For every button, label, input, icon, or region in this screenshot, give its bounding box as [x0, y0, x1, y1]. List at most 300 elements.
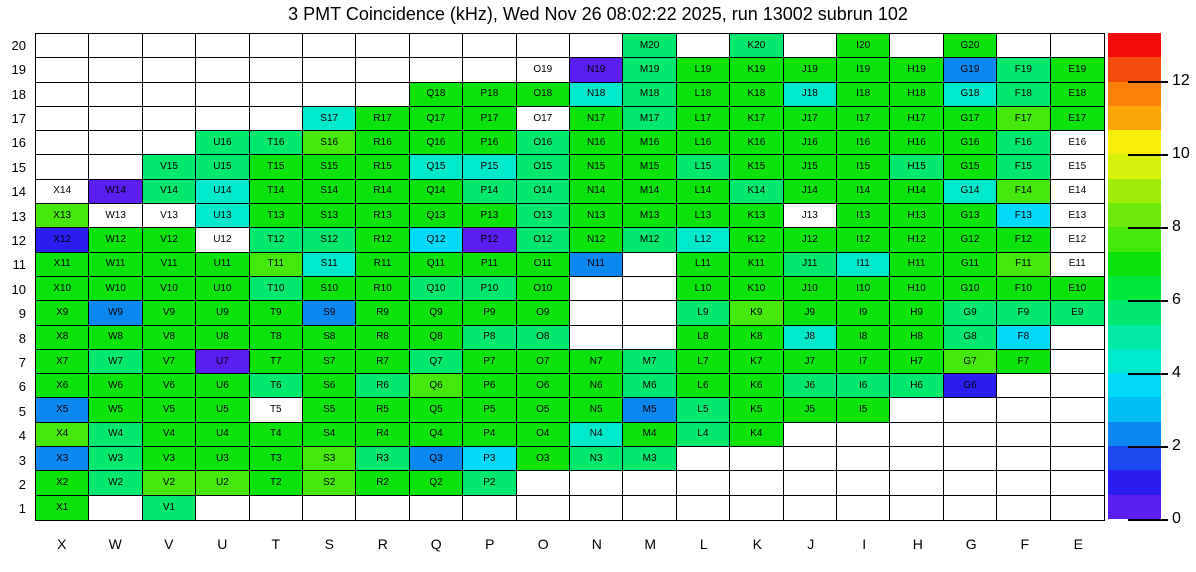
- colorbar-band: [1108, 470, 1161, 494]
- x-axis-tick-label: K: [752, 536, 762, 552]
- empty-cell: [944, 423, 997, 447]
- x-axis-tick-label: M: [644, 536, 657, 552]
- empty-cell: [463, 58, 516, 82]
- empty-cell: [997, 471, 1050, 495]
- heatmap-cell: V5: [143, 398, 196, 422]
- heatmap-cell: F18: [997, 83, 1050, 107]
- heatmap-cell: V13: [143, 204, 196, 228]
- colorbar-band: [1108, 446, 1161, 470]
- heatmap-cell: H16: [890, 131, 943, 155]
- heatmap-cell: E14: [1051, 180, 1104, 204]
- heatmap-cell: Q18: [410, 83, 463, 107]
- colorbar-band: [1108, 130, 1161, 154]
- empty-cell: [677, 34, 730, 58]
- heatmap-cell: I14: [837, 180, 890, 204]
- empty-cell: [944, 398, 997, 422]
- heatmap-cell: K18: [730, 83, 783, 107]
- empty-cell: [1051, 398, 1104, 422]
- heatmap-cell: K10: [730, 277, 783, 301]
- heatmap-cell: H15: [890, 155, 943, 179]
- y-axis-tick-label: 9: [18, 306, 26, 322]
- heatmap-cell: H10: [890, 277, 943, 301]
- heatmap-cell: U7: [196, 350, 249, 374]
- empty-cell: [784, 496, 837, 520]
- heatmap-cell: R2: [356, 471, 409, 495]
- colorbar-band: [1108, 495, 1161, 519]
- heatmap-cell: I9: [837, 301, 890, 325]
- heatmap-cell: K13: [730, 204, 783, 228]
- heatmap-cell: T4: [250, 423, 303, 447]
- heatmap-cell: R7: [356, 350, 409, 374]
- heatmap-cell: G17: [944, 107, 997, 131]
- heatmap-cell: F16: [997, 131, 1050, 155]
- heatmap-cell: F12: [997, 228, 1050, 252]
- heatmap-cell: M6: [623, 374, 676, 398]
- heatmap-cell: V3: [143, 447, 196, 471]
- heatmap-cell: N3: [570, 447, 623, 471]
- heatmap-cell: N18: [570, 83, 623, 107]
- heatmap-cell: F11: [997, 253, 1050, 277]
- empty-cell: [517, 471, 570, 495]
- heatmap-cell: F7: [997, 350, 1050, 374]
- y-axis-tick-label: 17: [11, 110, 26, 126]
- heatmap-cell: W7: [89, 350, 142, 374]
- heatmap-cell: U13: [196, 204, 249, 228]
- heatmap-cell: R14: [356, 180, 409, 204]
- heatmap-cell: P11: [463, 253, 516, 277]
- heatmap-cell: I17: [837, 107, 890, 131]
- y-axis-tick-label: 18: [11, 86, 26, 102]
- heatmap-cell: N17: [570, 107, 623, 131]
- empty-cell: [196, 58, 249, 82]
- heatmap-cell: T6: [250, 374, 303, 398]
- heatmap-cell: W11: [89, 253, 142, 277]
- colorbar-band: [1108, 179, 1161, 203]
- heatmap-cell: N19: [570, 58, 623, 82]
- heatmap-cell: P3: [463, 447, 516, 471]
- heatmap-cell: E13: [1051, 204, 1104, 228]
- empty-cell: [623, 253, 676, 277]
- empty-cell: [463, 496, 516, 520]
- heatmap-cell: U14: [196, 180, 249, 204]
- heatmap-cell: W10: [89, 277, 142, 301]
- heatmap-cell: N6: [570, 374, 623, 398]
- heatmap-cell: H14: [890, 180, 943, 204]
- heatmap-cell: U12: [196, 228, 249, 252]
- colorbar-tick-line: [1128, 519, 1168, 521]
- heatmap-cell: F8: [997, 326, 1050, 350]
- heatmap-cell: J10: [784, 277, 837, 301]
- heatmap-cell: R16: [356, 131, 409, 155]
- heatmap-cell: I19: [837, 58, 890, 82]
- heatmap-cell: E11: [1051, 253, 1104, 277]
- empty-cell: [356, 58, 409, 82]
- heatmap-cell: P5: [463, 398, 516, 422]
- colorbar-tick-label: 10: [1172, 144, 1190, 162]
- heatmap-cell: M4: [623, 423, 676, 447]
- empty-cell: [623, 471, 676, 495]
- heatmap-cell: H19: [890, 58, 943, 82]
- empty-cell: [677, 447, 730, 471]
- empty-cell: [89, 34, 142, 58]
- colorbar-band: [1108, 373, 1161, 397]
- heatmap-cell: V7: [143, 350, 196, 374]
- empty-cell: [517, 496, 570, 520]
- colorbar-tick-label: 6: [1172, 290, 1181, 308]
- heatmap-cell: J14: [784, 180, 837, 204]
- heatmap-cell: M16: [623, 131, 676, 155]
- empty-cell: [623, 496, 676, 520]
- empty-cell: [303, 496, 356, 520]
- heatmap-cell: S13: [303, 204, 356, 228]
- y-axis-tick-label: 14: [11, 184, 26, 200]
- x-axis-tick-label: H: [912, 536, 923, 552]
- colorbar-tick-label: 2: [1172, 436, 1181, 454]
- x-axis-tick-label: P: [485, 536, 495, 552]
- heatmap-cell: Q8: [410, 326, 463, 350]
- empty-cell: [410, 496, 463, 520]
- heatmap-cell: N11: [570, 253, 623, 277]
- empty-cell: [36, 131, 89, 155]
- x-axis-tick-label: E: [1073, 536, 1083, 552]
- heatmap-cell: V12: [143, 228, 196, 252]
- y-axis-tick-label: 8: [18, 330, 26, 346]
- heatmap-cell: K7: [730, 350, 783, 374]
- heatmap-cell: L5: [677, 398, 730, 422]
- heatmap-cell: T5: [250, 398, 303, 422]
- heatmap-cell: W2: [89, 471, 142, 495]
- x-axis-tick-label: I: [862, 536, 867, 552]
- empty-cell: [410, 58, 463, 82]
- y-axis-tick-label: 12: [11, 232, 26, 248]
- x-axis-tick-label: V: [164, 536, 174, 552]
- heatmap-cell: N15: [570, 155, 623, 179]
- heatmap-cell: P16: [463, 131, 516, 155]
- heatmap-cell: I20: [837, 34, 890, 58]
- heatmap-cell: L12: [677, 228, 730, 252]
- x-axis-tick-label: N: [591, 536, 602, 552]
- heatmap-cell: I13: [837, 204, 890, 228]
- heatmap-cell: M12: [623, 228, 676, 252]
- empty-cell: [1051, 374, 1104, 398]
- colorbar-band: [1108, 349, 1161, 373]
- empty-cell: [36, 83, 89, 107]
- empty-cell: [89, 58, 142, 82]
- heatmap-cell: M20: [623, 34, 676, 58]
- heatmap-cell: R6: [356, 374, 409, 398]
- heatmap-cell: E10: [1051, 277, 1104, 301]
- heatmap-cell: S7: [303, 350, 356, 374]
- heatmap-cell: P6: [463, 374, 516, 398]
- heatmap-cell: X8: [36, 326, 89, 350]
- heatmap-cell: K15: [730, 155, 783, 179]
- heatmap-cell: X10: [36, 277, 89, 301]
- empty-cell: [250, 83, 303, 107]
- heatmap-cell: T9: [250, 301, 303, 325]
- heatmap-cell: L7: [677, 350, 730, 374]
- heatmap-cell: G11: [944, 253, 997, 277]
- heatmap-cell: J17: [784, 107, 837, 131]
- empty-cell: [89, 131, 142, 155]
- heatmap-cell: O12: [517, 228, 570, 252]
- empty-cell: [410, 34, 463, 58]
- heatmap-cell: K17: [730, 107, 783, 131]
- heatmap-cell: K19: [730, 58, 783, 82]
- heatmap-cell: V6: [143, 374, 196, 398]
- empty-cell: [303, 83, 356, 107]
- colorbar-tick-label: 0: [1172, 510, 1181, 527]
- colorbar-band: [1108, 57, 1161, 81]
- empty-cell: [36, 34, 89, 58]
- heatmap-cell: T14: [250, 180, 303, 204]
- heatmap-cell: N14: [570, 180, 623, 204]
- heatmap-cell: M13: [623, 204, 676, 228]
- heatmap-cell: X11: [36, 253, 89, 277]
- colorbar-band: [1108, 325, 1161, 349]
- y-axis-tick-label: 20: [11, 37, 26, 53]
- heatmap-cell: E17: [1051, 107, 1104, 131]
- heatmap-cell: U11: [196, 253, 249, 277]
- heatmap-cell: R8: [356, 326, 409, 350]
- heatmap-cell: M18: [623, 83, 676, 107]
- heatmap-cell: V1: [143, 496, 196, 520]
- heatmap-cell: U2: [196, 471, 249, 495]
- heatmap-cell: T7: [250, 350, 303, 374]
- heatmap-cell: F14: [997, 180, 1050, 204]
- heatmap-cell: P8: [463, 326, 516, 350]
- heatmap-cell: W5: [89, 398, 142, 422]
- y-axis-tick-label: 3: [18, 452, 26, 468]
- heatmap-cell: P14: [463, 180, 516, 204]
- empty-cell: [837, 471, 890, 495]
- colorbar-band: [1108, 33, 1161, 57]
- heatmap-cell: M15: [623, 155, 676, 179]
- heatmap-cell: R11: [356, 253, 409, 277]
- heatmap-cell: G14: [944, 180, 997, 204]
- heatmap-cell: J9: [784, 301, 837, 325]
- empty-cell: [1051, 350, 1104, 374]
- heatmap-cell: O7: [517, 350, 570, 374]
- empty-cell: [463, 34, 516, 58]
- heatmap-cell: X6: [36, 374, 89, 398]
- heatmap-cell: X7: [36, 350, 89, 374]
- heatmap-cell: G7: [944, 350, 997, 374]
- heatmap-cell: U9: [196, 301, 249, 325]
- heatmap-cell: K11: [730, 253, 783, 277]
- heatmap-cell: T12: [250, 228, 303, 252]
- empty-cell: [837, 423, 890, 447]
- heatmap-cell: S2: [303, 471, 356, 495]
- heatmap-cell: J8: [784, 326, 837, 350]
- empty-cell: [570, 326, 623, 350]
- empty-cell: [517, 34, 570, 58]
- empty-cell: [143, 107, 196, 131]
- heatmap-cell: X13: [36, 204, 89, 228]
- heatmap-cell: G12: [944, 228, 997, 252]
- heatmap-cell: R10: [356, 277, 409, 301]
- heatmap-cell: J5: [784, 398, 837, 422]
- heatmap-cell: S8: [303, 326, 356, 350]
- heatmap-cell: I11: [837, 253, 890, 277]
- heatmap-cell: X5: [36, 398, 89, 422]
- heatmap-cell: J12: [784, 228, 837, 252]
- empty-cell: [303, 34, 356, 58]
- heatmap-cell: K4: [730, 423, 783, 447]
- empty-cell: [730, 496, 783, 520]
- heatmap-cell: O18: [517, 83, 570, 107]
- x-axis-tick-label: R: [377, 536, 388, 552]
- heatmap-cell: M14: [623, 180, 676, 204]
- heatmap-cell: Q10: [410, 277, 463, 301]
- heatmap-cell: O9: [517, 301, 570, 325]
- heatmap-cell: S9: [303, 301, 356, 325]
- heatmap-cell: O6: [517, 374, 570, 398]
- heatmap-cell: U6: [196, 374, 249, 398]
- y-axis-tick-label: 7: [18, 354, 26, 370]
- empty-cell: [89, 496, 142, 520]
- empty-cell: [89, 107, 142, 131]
- heatmap-grid: [35, 33, 1105, 521]
- heatmap-cell: T3: [250, 447, 303, 471]
- heatmap-cell: O3: [517, 447, 570, 471]
- heatmap-cell: G10: [944, 277, 997, 301]
- heatmap-cell: P10: [463, 277, 516, 301]
- heatmap-cell: I10: [837, 277, 890, 301]
- empty-cell: [890, 423, 943, 447]
- heatmap-cell: J7: [784, 350, 837, 374]
- y-axis-tick-label: 5: [18, 403, 26, 419]
- heatmap-cell: P13: [463, 204, 516, 228]
- empty-cell: [36, 155, 89, 179]
- x-axis-tick-label: U: [217, 536, 228, 552]
- heatmap-cell: F10: [997, 277, 1050, 301]
- heatmap-cell: N5: [570, 398, 623, 422]
- heatmap-cell: Q5: [410, 398, 463, 422]
- heatmap-cell: O5: [517, 398, 570, 422]
- empty-cell: [890, 398, 943, 422]
- heatmap-cell: E19: [1051, 58, 1104, 82]
- colorbar-band: [1108, 300, 1161, 324]
- colorbar-tick-label: 4: [1172, 363, 1181, 381]
- heatmap-cell: Q6: [410, 374, 463, 398]
- empty-cell: [944, 496, 997, 520]
- empty-cell: [944, 447, 997, 471]
- empty-cell: [997, 34, 1050, 58]
- heatmap-cell: V11: [143, 253, 196, 277]
- heatmap-cell: X3: [36, 447, 89, 471]
- empty-cell: [890, 34, 943, 58]
- heatmap-cell: O10: [517, 277, 570, 301]
- heatmap-cell: W9: [89, 301, 142, 325]
- heatmap-cell: F15: [997, 155, 1050, 179]
- empty-cell: [196, 496, 249, 520]
- empty-cell: [356, 496, 409, 520]
- heatmap-cell: M5: [623, 398, 676, 422]
- heatmap-cell: L4: [677, 423, 730, 447]
- x-axis-tick-label: J: [807, 536, 815, 552]
- heatmap-cell: G13: [944, 204, 997, 228]
- heatmap-cell: J6: [784, 374, 837, 398]
- heatmap-cell: W6: [89, 374, 142, 398]
- heatmap-cell: N16: [570, 131, 623, 155]
- heatmap-cell: U3: [196, 447, 249, 471]
- colorbar-band: [1108, 252, 1161, 276]
- colorbar-band: [1108, 82, 1161, 106]
- heatmap-cell: L8: [677, 326, 730, 350]
- heatmap-cell: T13: [250, 204, 303, 228]
- x-axis-tick-label: W: [108, 536, 122, 552]
- heatmap-cell: P9: [463, 301, 516, 325]
- heatmap-cell: I16: [837, 131, 890, 155]
- heatmap-cell: S6: [303, 374, 356, 398]
- heatmap-cell: F9: [997, 301, 1050, 325]
- heatmap-cell: R5: [356, 398, 409, 422]
- heatmap-cell: X9: [36, 301, 89, 325]
- empty-cell: [837, 447, 890, 471]
- heatmap-cell: V9: [143, 301, 196, 325]
- heatmap-cell: O14: [517, 180, 570, 204]
- empty-cell: [570, 496, 623, 520]
- heatmap-cell: J19: [784, 58, 837, 82]
- empty-cell: [570, 301, 623, 325]
- empty-cell: [997, 423, 1050, 447]
- heatmap-cell: X4: [36, 423, 89, 447]
- empty-cell: [1051, 423, 1104, 447]
- heatmap-cell: T16: [250, 131, 303, 155]
- empty-cell: [36, 58, 89, 82]
- heatmap-cell: G16: [944, 131, 997, 155]
- heatmap-cell: N7: [570, 350, 623, 374]
- heatmap-cell: H6: [890, 374, 943, 398]
- heatmap-cell: M19: [623, 58, 676, 82]
- heatmap-cell: L13: [677, 204, 730, 228]
- empty-cell: [997, 447, 1050, 471]
- heatmap-cell: R15: [356, 155, 409, 179]
- empty-cell: [784, 34, 837, 58]
- empty-cell: [677, 471, 730, 495]
- empty-cell: [890, 471, 943, 495]
- colorbar-band: [1108, 397, 1161, 421]
- heatmap-cell: P15: [463, 155, 516, 179]
- heatmap-cell: M17: [623, 107, 676, 131]
- heatmap-cell: R12: [356, 228, 409, 252]
- heatmap-cell: G9: [944, 301, 997, 325]
- y-axis-tick-label: 19: [11, 62, 26, 78]
- heatmap-cell: W4: [89, 423, 142, 447]
- heatmap-cell: O17: [517, 107, 570, 131]
- heatmap-cell: H18: [890, 83, 943, 107]
- heatmap-cell: Q15: [410, 155, 463, 179]
- heatmap-cell: U5: [196, 398, 249, 422]
- x-axis-tick-label: X: [57, 536, 67, 552]
- empty-cell: [1051, 496, 1104, 520]
- heatmap-cell: P2: [463, 471, 516, 495]
- empty-cell: [997, 374, 1050, 398]
- heatmap-cell: Q17: [410, 107, 463, 131]
- empty-cell: [784, 423, 837, 447]
- empty-cell: [997, 496, 1050, 520]
- heatmap-cell: O15: [517, 155, 570, 179]
- heatmap-cell: T15: [250, 155, 303, 179]
- heatmap-cell: V2: [143, 471, 196, 495]
- colorbar-band: [1108, 106, 1161, 130]
- empty-cell: [730, 471, 783, 495]
- heatmap-cell: T11: [250, 253, 303, 277]
- heatmap-cell: N13: [570, 204, 623, 228]
- heatmap-cell: S3: [303, 447, 356, 471]
- heatmap-cell: G6: [944, 374, 997, 398]
- heatmap-cell: Q13: [410, 204, 463, 228]
